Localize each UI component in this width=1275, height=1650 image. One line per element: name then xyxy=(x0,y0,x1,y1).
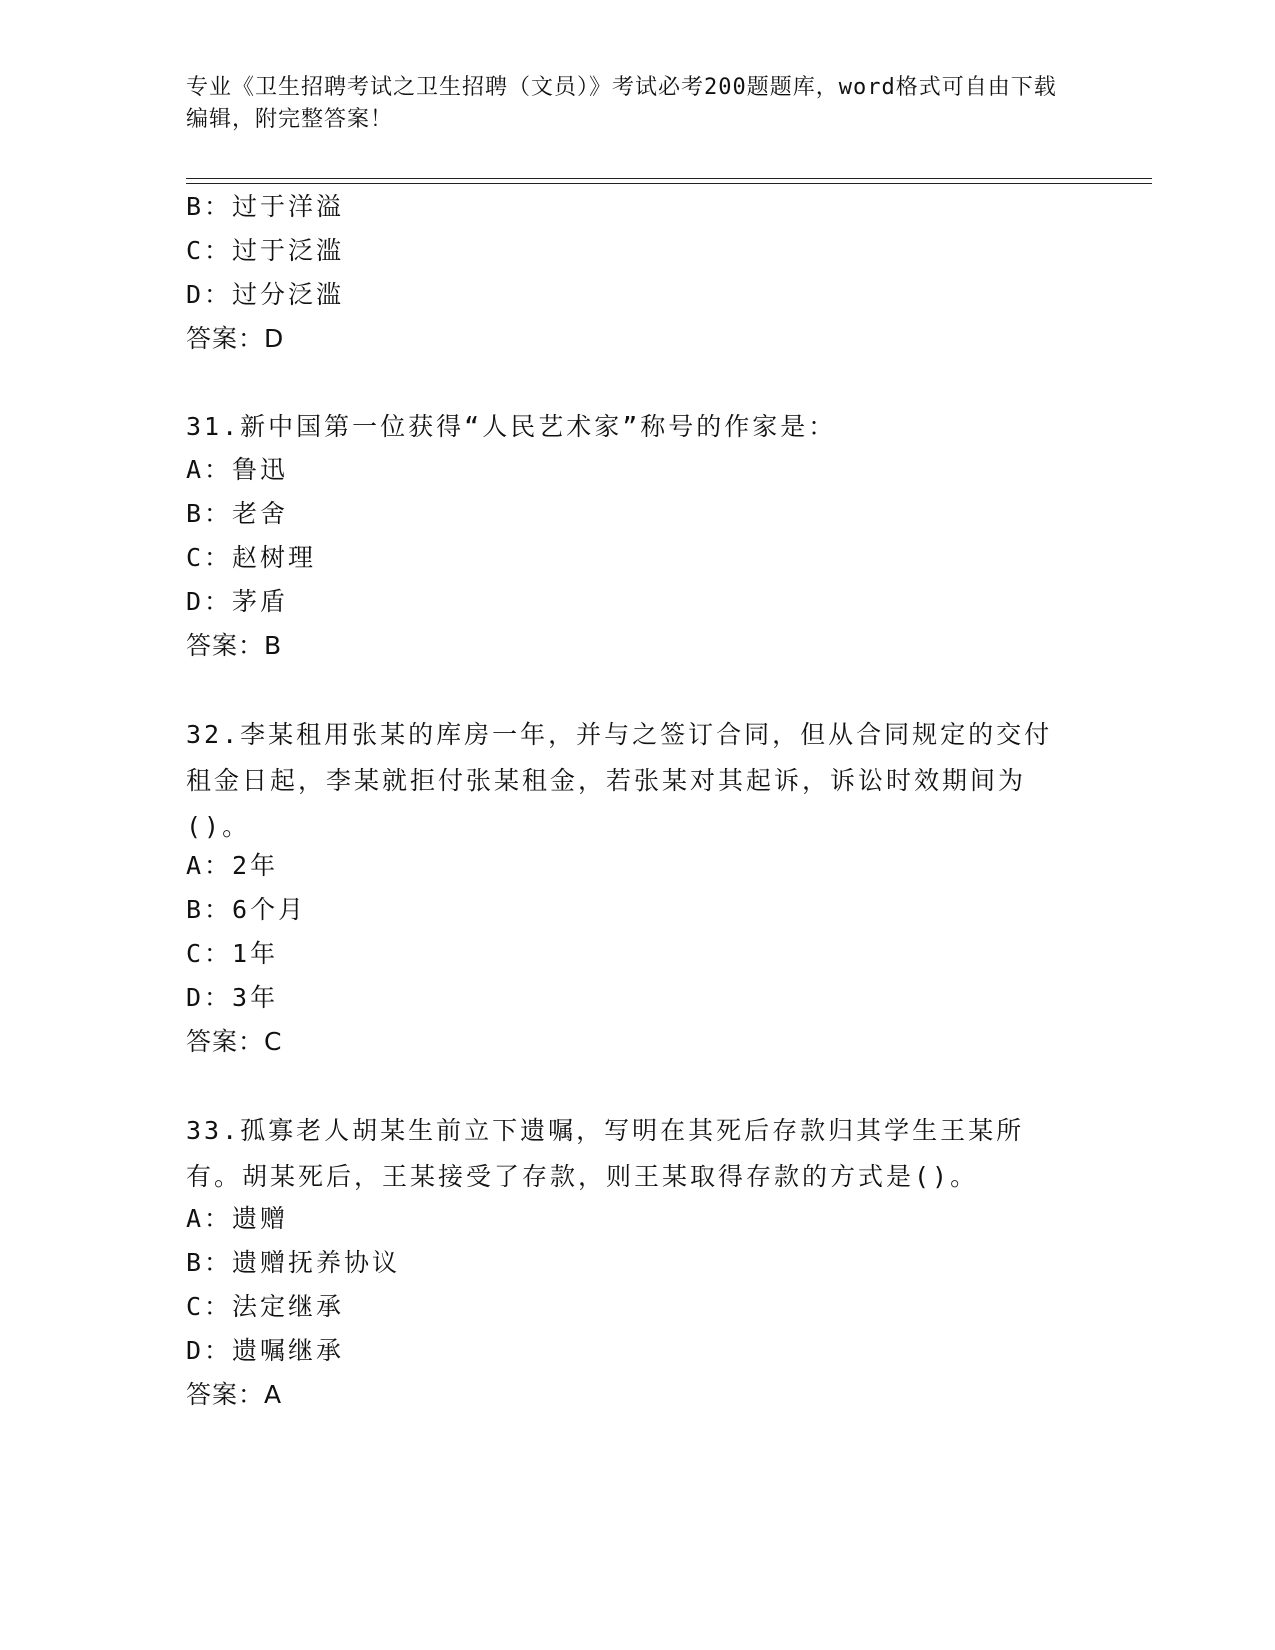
question-31-answer: 答案：B xyxy=(186,631,283,660)
prev-option-b: B：过于洋溢 xyxy=(186,192,345,221)
question-32-option-c: C：1年 xyxy=(186,939,279,968)
question-33-stem: 33.孤寡老人胡某生前立下遗嘱，写明在其死后存款归其学生王某所有。胡某死后，王某接受了存款，则王某取得存款的方式是()。 xyxy=(186,1116,1025,1191)
question-32-option-b: B：6个月 xyxy=(186,895,307,924)
question-31-stem: 31.新中国第一位获得“人民艺术家”称号的作家是： xyxy=(186,412,837,441)
document-header: 专业《卫生招聘考试之卫生招聘（文员）》考试必考200题题库，word格式可自由下载编辑，附完整答案！ xyxy=(186,75,1057,132)
question-33-option-c: C：法定继承 xyxy=(186,1292,345,1321)
prev-option-c: C：过于泛滥 xyxy=(186,236,345,265)
question-31-option-c: C：赵树理 xyxy=(186,543,317,572)
prev-answer: 答案：D xyxy=(186,324,285,353)
header-divider-top xyxy=(186,178,1152,179)
question-33-answer: 答案：A xyxy=(186,1380,283,1409)
question-32-answer: 答案：C xyxy=(186,1027,283,1056)
header-divider-bottom xyxy=(186,183,1152,184)
question-32-option-a: A：2年 xyxy=(186,851,279,880)
question-33-option-a: A：遗赠 xyxy=(186,1204,289,1233)
question-31-option-a: A：鲁迅 xyxy=(186,455,289,484)
question-31-option-b: B：老舍 xyxy=(186,499,289,528)
question-33-option-d: D：遗嘱继承 xyxy=(186,1336,345,1365)
question-32-stem: 32.李某租用张某的库房一年，并与之签订合同，但从合同规定的交付租金日起，李某就拒付张某租金，若张某对其起诉，诉讼时效期间为()。 xyxy=(186,720,1053,841)
question-32-option-d: D：3年 xyxy=(186,983,279,1012)
question-33-option-b: B：遗赠抚养协议 xyxy=(186,1248,401,1277)
prev-option-d: D：过分泛滥 xyxy=(186,280,345,309)
question-31-option-d: D：茅盾 xyxy=(186,587,289,616)
